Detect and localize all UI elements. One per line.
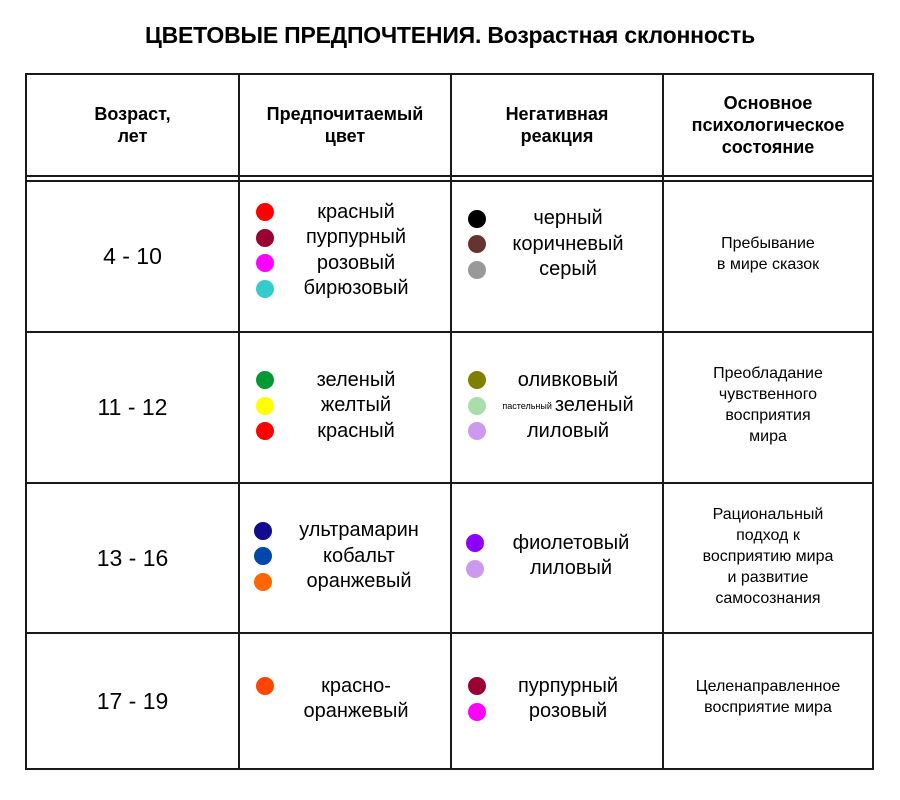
state-cell (664, 634, 872, 768)
state-text: восприятие мира (704, 699, 832, 716)
color-swatch-icon (468, 235, 486, 253)
state-cell (664, 333, 872, 482)
color-swatch-icon (254, 573, 272, 591)
color-swatch-icon (256, 422, 274, 440)
preferred-colors-cell (240, 484, 450, 632)
color-name: лиловый (529, 557, 613, 580)
color-item (252, 393, 438, 419)
color-item (464, 418, 650, 444)
header-text: психологическое (691, 115, 845, 135)
color-name: розовый (316, 251, 396, 274)
color-item (464, 232, 650, 258)
color-name: пурпурный (305, 226, 407, 249)
header-preferred-color (240, 75, 450, 175)
color-name: желтый (320, 394, 392, 416)
negative-colors-cell (452, 333, 662, 482)
color-swatch-icon (256, 371, 274, 389)
color-swatch-icon (466, 534, 484, 552)
header-negative-reaction (452, 75, 662, 175)
negative-colors-cell (452, 182, 662, 331)
color-item (462, 531, 658, 557)
header-text: Предпочитаемый (266, 104, 424, 124)
header-text: лет (117, 126, 148, 146)
header-text: Негативная (505, 104, 609, 124)
state-text: подход к (736, 526, 800, 544)
color-name: зеленый (316, 368, 396, 391)
age-cell: 17 - 19 (96, 687, 169, 714)
color-name: бирюзовый (303, 277, 409, 300)
state-text: восприятию мира (702, 547, 834, 565)
header-psychological-state (664, 75, 872, 175)
state-cell (664, 484, 872, 632)
page-title: ЦВЕТОВЫЕ ПРЕДПОЧТЕНИЯ. Возрастная склонность (144, 22, 756, 48)
color-item (464, 699, 650, 725)
color-name: лиловый (526, 419, 610, 442)
color-item (464, 367, 650, 393)
color-name: кобальт (323, 544, 395, 567)
preferred-colors-cell (240, 182, 450, 331)
negative-colors-cell (452, 634, 662, 768)
color-swatch-icon (468, 261, 486, 279)
color-swatch-icon (468, 210, 486, 228)
color-name (486, 394, 650, 417)
color-swatch-icon (256, 203, 274, 221)
color-item (464, 206, 650, 232)
state-text: и развитие (727, 568, 809, 586)
header-text: реакция (520, 126, 594, 146)
header-text: Возраст, (94, 104, 171, 124)
color-swatch-icon (468, 677, 486, 695)
state-text: Рациональный (712, 505, 824, 523)
color-name: оранжевый (306, 570, 412, 592)
color-swatch-icon (254, 547, 272, 565)
state-text: восприятия (725, 406, 811, 424)
color-swatch-icon (256, 677, 274, 695)
color-name: красный (317, 200, 395, 223)
color-item (250, 543, 446, 569)
color-swatch-icon (468, 703, 486, 721)
color-swatch-icon (256, 254, 274, 272)
age-cell: 13 - 16 (96, 544, 169, 571)
color-swatch-icon (466, 560, 484, 578)
color-item (252, 200, 438, 226)
color-swatch-icon (256, 229, 274, 247)
color-name: фиолетовый (512, 531, 630, 554)
color-swatch-icon (468, 371, 486, 389)
color-name: красно- (321, 674, 391, 697)
color-item (464, 257, 650, 283)
color-name: розовый (528, 700, 608, 723)
header-divider (27, 175, 872, 177)
preferred-colors-cell (240, 333, 450, 482)
state-text: Преобладание (713, 364, 823, 382)
color-item (252, 367, 438, 393)
color-item (462, 556, 658, 582)
color-swatch-icon (468, 397, 486, 415)
state-cell (664, 182, 872, 331)
color-name: черный (533, 207, 603, 230)
color-name-prefix: пастельный (502, 400, 552, 411)
color-item (252, 418, 438, 444)
color-item (250, 569, 446, 595)
color-item (252, 225, 438, 251)
color-item (464, 674, 650, 700)
state-text: в мире сказок (716, 255, 820, 273)
color-name: красный (317, 419, 395, 442)
color-swatch-icon (254, 522, 272, 540)
header-age (27, 75, 238, 175)
color-name: серый (539, 258, 597, 281)
header-text: состояние (721, 137, 815, 157)
color-swatch-icon (468, 422, 486, 440)
header-text: цвет (324, 126, 366, 146)
state-text: чувственного (718, 385, 818, 403)
color-name-main: зеленый (554, 394, 634, 416)
color-item (250, 518, 446, 544)
color-name: оранжевый (303, 700, 409, 723)
color-name: ультрамарин (299, 519, 419, 541)
color-name: коричневый (512, 232, 624, 255)
state-text: самосознания (715, 589, 821, 607)
state-text: Целенаправленное (695, 678, 841, 695)
color-item (464, 393, 650, 419)
age-cell: 4 - 10 (103, 243, 162, 269)
color-swatch-icon (256, 397, 274, 415)
color-swatch-icon (256, 280, 274, 298)
state-text: Пребывание (721, 234, 815, 252)
color-preferences-table (25, 73, 874, 770)
color-item (252, 699, 438, 725)
color-item (252, 251, 438, 277)
preferred-colors-cell (240, 634, 450, 768)
header-text: Основное (723, 93, 813, 113)
state-text: мира (749, 427, 787, 445)
negative-colors-cell (452, 484, 662, 632)
spacer (256, 703, 274, 721)
color-name: пурпурный (517, 674, 619, 697)
color-item (252, 674, 438, 700)
color-item (252, 276, 438, 302)
color-name: оливковый (517, 368, 619, 391)
age-cell: 11 - 12 (97, 394, 168, 420)
